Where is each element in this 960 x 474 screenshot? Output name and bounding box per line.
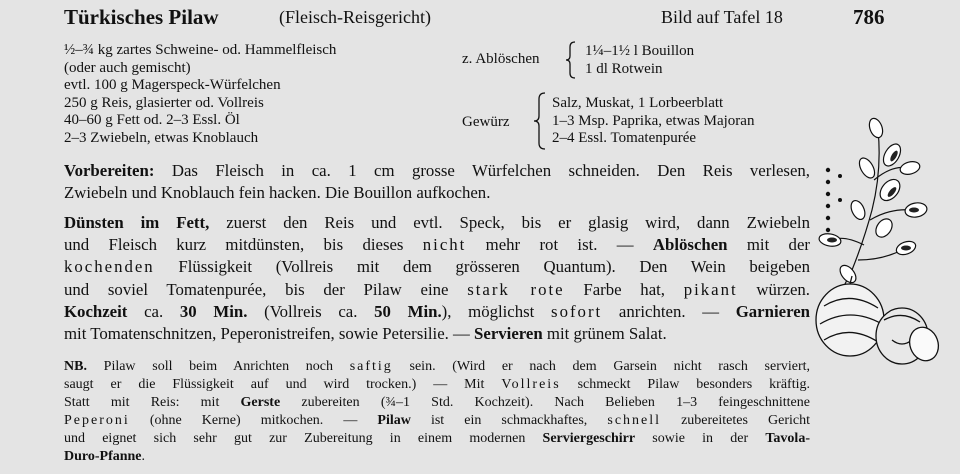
gewuerz-items bbox=[552, 95, 754, 148]
recipe-subtitle: (Fleisch-Reisgericht) bbox=[279, 7, 431, 27]
herb-onion-illustration bbox=[812, 110, 942, 372]
recipe-title: Türkisches Pilaw bbox=[64, 5, 219, 29]
ingredient-list bbox=[64, 42, 336, 148]
curly-brace-icon bbox=[533, 92, 547, 150]
note-label: NB. bbox=[64, 359, 87, 374]
preparation-paragraph: Vorbereiten: Das Fleisch in ca. 1 cm grosse Würfelchen schneiden. Den Reis verlesen, Zwiebeln und Knoblauch fein hacken. Die Bouillon aufkochen. bbox=[64, 161, 810, 203]
abloeschen-item: 1¼–1½ l Bouillon bbox=[585, 43, 695, 59]
ingredient-item: ½–¾ kg zartes Schweine- od. Hammelfleisch bbox=[64, 42, 337, 58]
abloeschen-item: 1 dl Rotwein bbox=[585, 61, 663, 77]
abloeschen-label: z. Ablöschen bbox=[462, 51, 540, 67]
ingredient-item: (oder auch gemischt) bbox=[64, 59, 191, 76]
gewuerz-label: Gewürz bbox=[462, 114, 510, 130]
note-paragraph: NB. Pilaw soll beim Anrichten noch saftig sein. (Wird er nach dem Garsein nicht rasch serviert, saugt er die Flüssigkeit auf und wird trocken.) — Mit Vollreis schmeckt Pilaw besonders kräftig. Statt mit Reis: mit Gerste zubereiten (¾–1 Std. Kochzeit). Nach Belieben 1–3 feingeschnittene Peperoni (ohne Kerne) mitkochen. — Pilaw ist ein schmackhaftes, schnell zubereitetes Gericht und eignet sich sehr gut zur Zubereitung in einem modernen Serviergeschirr sowie in der Tavola- Duro-Pfanne. bbox=[64, 359, 811, 465]
plate-reference: Bild auf Tafel 18 bbox=[661, 7, 783, 27]
ingredient-item: 40–60 g Fett od. 2–3 Essl. Öl bbox=[64, 112, 240, 129]
ingredient-item: 2–3 Zwiebeln, etwas Knoblauch bbox=[64, 129, 259, 146]
ingredient-item: 250 g Reis, glasierter od. Vollreis bbox=[64, 94, 264, 111]
gewuerz-item: 2–4 Essl. Tomatenpurée bbox=[552, 130, 697, 147]
ingredient-item: evtl. 100 g Magerspeck-Würfelchen bbox=[64, 77, 281, 94]
cooking-paragraph: Dünsten im Fett, zuerst den Reis und evtl. Speck, bis er glasig wird, dann Zwiebeln und Fleisch kurz mitdünsten, bis dieses nicht mehr rot ist. — Ablöschen mit der kochenden Flüssigkeit (Vollreis mit dem grösseren Quantum). Den Wein beigeben und soviel Tomatenpurée, bis der Pilaw eine stark rote Farbe hat, pikant würzen. Kochzeit ca. 30 Min. (Vollreis ca. 50 Min.), möglichst sofort anrichten. — Garnieren mit Tomatenschnitzen, Peperonistreifen, sowie Petersilie. — Servieren mit grünem Salat. bbox=[64, 213, 810, 343]
step-heading: Vorbereiten: bbox=[64, 161, 155, 180]
gewuerz-item: 1–3 Msp. Paprika, etwas Majoran bbox=[552, 112, 755, 129]
abloeschen-items bbox=[585, 42, 694, 78]
page-number: 786 bbox=[853, 5, 885, 29]
step-heading: Dünsten im Fett, bbox=[64, 213, 210, 232]
curly-brace-icon bbox=[565, 41, 577, 79]
gewuerz-item: Salz, Muskat, 1 Lorbeerblatt bbox=[552, 95, 724, 111]
